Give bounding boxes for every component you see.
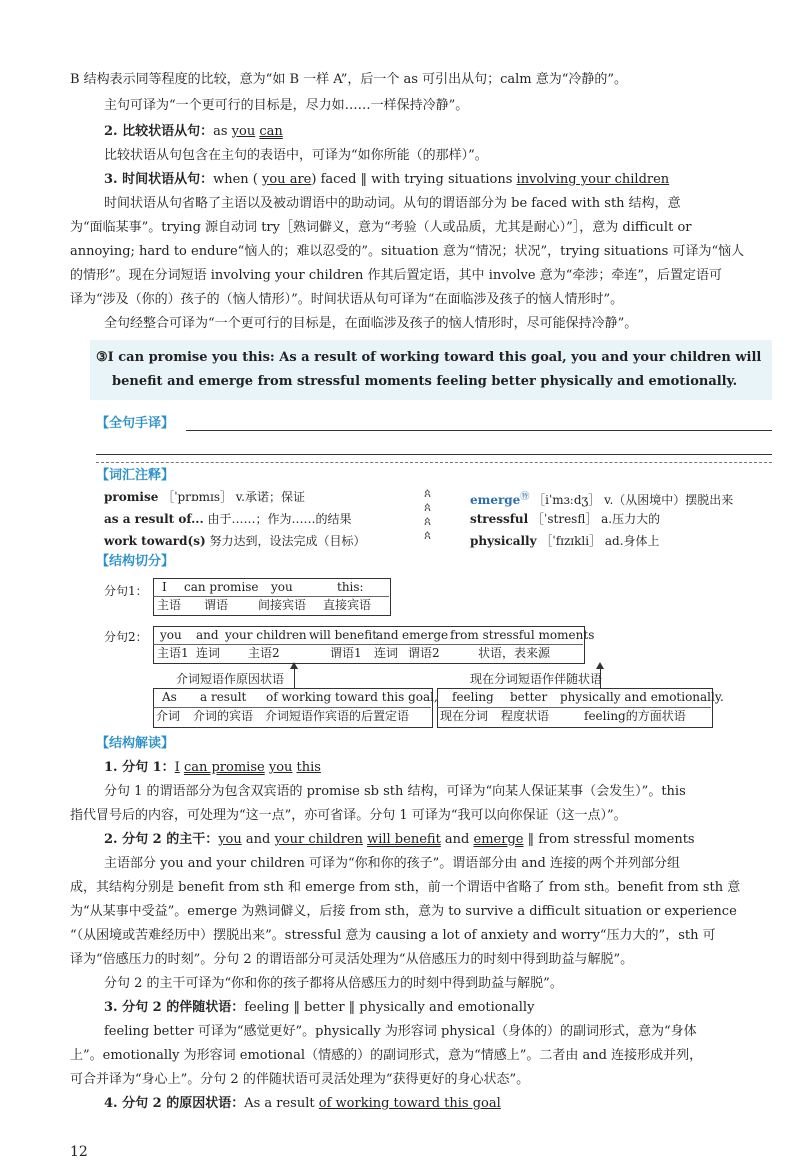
vocab-word: stressful	[470, 512, 529, 526]
vocab-word: as a result of...	[104, 512, 204, 526]
divider	[153, 644, 583, 645]
clause-word: emerge	[402, 628, 449, 642]
text-line: 比较状语从句包含在主句的表语中，可译为“如你所能（的那样）”。	[104, 148, 488, 163]
divider	[96, 462, 772, 463]
clause-word: your children	[225, 628, 307, 642]
underlined-text: this	[296, 760, 321, 775]
phrase-word: of working toward this goal,	[266, 690, 438, 704]
divider	[437, 707, 711, 708]
heading-text: 4. 分句 2 的原因状语：	[104, 1096, 245, 1111]
vocab-item	[470, 490, 733, 508]
analysis-heading	[104, 758, 321, 778]
vocab-item	[470, 534, 660, 549]
underlined-text: your children	[274, 832, 363, 847]
clause-role: 间接宾语	[258, 598, 307, 612]
vocab-word: emerge	[470, 493, 521, 507]
underlined-text: you	[268, 760, 293, 775]
clause-role: 谓语	[204, 598, 229, 612]
answer-line[interactable]	[186, 430, 772, 431]
vocab-def: ［iˈmɜːdʒ］ v.（从困境中）摆脱出来	[533, 493, 734, 507]
text-line: 成，其结构分别是 benefit from sth 和 emerge from sth，前一个谓语中省略了 from sth。benefit from sth 意	[70, 880, 741, 895]
divider-ornament: ጰ ጰ ጰ ጰ	[424, 486, 432, 542]
underlined-text: involving your children	[516, 172, 670, 187]
phrase-word: better	[510, 690, 548, 704]
clause-word: you	[160, 628, 182, 642]
phrase-role: 程度状语	[501, 709, 550, 723]
heading-analysis: 【结构解读】	[96, 736, 175, 751]
sentence-line-1	[96, 348, 761, 368]
connector	[294, 668, 295, 688]
vocab-item	[104, 490, 305, 505]
vocab-def: 由于……；作为……的结果	[207, 512, 352, 526]
phrase-role: feeling的方面状语	[584, 709, 686, 723]
text-line: 的情形”。现在分词短语 involving your children 作其后置定语，其中 involve 意为“牵涉；牵连”，后置定语可	[70, 268, 723, 283]
clause-role: 主语	[157, 598, 182, 612]
underlined-text: you are	[262, 172, 312, 187]
underlined-text: will benefit	[367, 832, 441, 847]
analysis-heading	[104, 830, 695, 850]
underlined-text: you	[218, 832, 242, 847]
sentence-line-2: benefit and emerge from stressful moments feeling better physically and emotionally.	[112, 374, 738, 389]
text-line: feeling better 可译为“感觉更好”。physically 为形容词 physical（身体的）的副词形式，意为“身体	[104, 1024, 697, 1039]
vocab-def: ［ˈstresfl］ a.压力大的	[532, 512, 661, 526]
phrase-label: 介词短语作原因状语	[176, 672, 285, 686]
text-line: 上”。emotionally 为形容词 emotional（情感的）的副词形式，意为“情感上”。二者由 and 连接形成并列，	[70, 1048, 703, 1063]
text-line: 可合并译为“身心上”。分句 2 的伴随状语可灵活处理为“获得更好的身心状态”。	[70, 1072, 530, 1087]
star-badge-icon: ㊕	[520, 492, 530, 502]
underlined-text: emerge	[473, 832, 524, 847]
phrase-role: 介词短语作宾语的后置定语	[265, 709, 410, 723]
text: ) faced ‖ with trying situations	[311, 172, 517, 187]
text: and	[241, 832, 275, 847]
clause-role: 连词	[196, 646, 221, 660]
vocab-word: work toward(s)	[104, 534, 206, 548]
page-number: 12	[70, 1144, 88, 1160]
vocab-item	[104, 534, 365, 549]
phrase-word: As	[162, 690, 177, 704]
vocab-def: 努力达到，设法完成（目标）	[209, 534, 366, 548]
divider	[153, 596, 389, 597]
vocab-word: promise	[104, 490, 159, 504]
text: feeling ‖ better ‖ physically and emotionally	[244, 1000, 535, 1015]
divider	[153, 707, 431, 708]
text-line: 全句经整合可译为“一个更可行的目标是，在面临涉及孩子的恼人情形时，尽可能保持冷静”。	[104, 316, 638, 331]
heading-text: 2. 比较状语从句：	[104, 124, 214, 139]
analysis-heading	[104, 1094, 501, 1114]
phrase-word: physically and emotionally.	[560, 690, 724, 704]
clause-word: from stressful moments	[450, 628, 595, 642]
clause-word: and	[376, 628, 399, 642]
text-line: 为“从某事中受益”。emerge 为熟词僻义，后接 from sth，意为 to survive a difficult situation or experience	[70, 904, 737, 919]
clause-role: 谓语1	[330, 646, 362, 660]
section-heading	[104, 170, 669, 190]
text-line: 分句 1 的谓语部分为包含双宾语的 promise sb sth 结构，可译为“向某人保证某事（会发生）”。this	[104, 784, 686, 799]
text-line: 主句可译为“一个更可行的目标是，尽力如……一样保持冷静”。	[104, 98, 469, 113]
phrase-role: 介词	[156, 709, 181, 723]
text: when (	[213, 172, 263, 187]
text-line: B 结构表示同等程度的比较，意为“如 B 一样 A”，后一个 as 可引出从句；calm 意为“冷静的”。	[70, 72, 628, 87]
vocab-def: ［ˈfɪzɪkli］ ad.身体上	[540, 534, 660, 548]
text: ‖ from stressful moments	[523, 832, 695, 847]
phrase-role: 现在分词	[440, 709, 489, 723]
vocab-item	[104, 512, 352, 527]
text: As a result	[244, 1096, 319, 1111]
text-line: “（从困境或苦难经历中）摆脱出来”。stressful 意为 causing a lot of anxiety and worry“压力大的”，sth 可	[70, 928, 716, 943]
clause-word: you	[271, 580, 293, 594]
sentence-text: I can promise you this: As a result of working toward this goal, you and your children will	[107, 350, 762, 365]
analysis-heading	[104, 998, 534, 1018]
text-line: annoying; hard to endure“恼人的；难以忍受的”。situation 意为“情况；状况”，trying situations 可译为“恼人	[70, 244, 745, 259]
clause-role: 谓语2	[408, 646, 440, 660]
heading-text: 2. 分句 2 的主干：	[104, 832, 219, 847]
clause-word: can promise	[184, 580, 259, 594]
heading-translate: 【全句手译】	[96, 416, 175, 431]
heading-vocab: 【词汇注释】	[96, 468, 175, 483]
text-line: 为“面临某事”。trying 源自动词 try［熟词僻义，意为“考验（人或品质，尤其是耐心）”］，意为 difficult or	[70, 220, 692, 235]
sentence-number: ③	[96, 350, 108, 365]
text-line: 指代冒号后的内容，可处理为“这一点”，亦可省译。分句 1 可译为“我可以向你保证（这一点）”。	[70, 808, 627, 823]
underlined-text: I	[174, 760, 180, 775]
text-line: 时间状语从句省略了主语以及被动谓语中的助动词。从句的谓语部分为 be faced with sth 结构，意	[104, 196, 681, 211]
clause-role: 状语，表来源	[478, 646, 551, 660]
clause-word: and	[196, 628, 219, 642]
phrase-label: 现在分词短语作伴随状语	[470, 672, 603, 686]
phrase-word: feeling	[452, 690, 494, 704]
clause-role: 主语1	[157, 646, 189, 660]
underlined-text: can promise	[183, 760, 265, 775]
text: as	[213, 124, 232, 139]
text-line: 译为“涉及（你的）孩子的（恼人情形）”。时间状语从句可译为“在面临涉及孩子的恼人情形时”。	[70, 292, 624, 307]
clause-word: I	[162, 580, 167, 594]
clause-role: 连词	[374, 646, 399, 660]
text-line: 译为“倍感压力的时刻”。分句 2 的谓语部分可灵活处理为“从倍感压力的时刻中得到助益与解脱”。	[70, 952, 634, 967]
heading-structure: 【结构切分】	[96, 554, 175, 569]
vocab-word: physically	[470, 534, 537, 548]
clause-role: 直接宾语	[323, 598, 372, 612]
clause-label: 分句1：	[104, 584, 148, 598]
heading-text: 3. 时间状语从句：	[104, 172, 214, 187]
underlined-text: can	[259, 124, 283, 139]
vocab-def: ［ˈprɒmɪs］ v.承诺；保证	[162, 490, 305, 504]
heading-text: 1. 分句 1：	[104, 760, 175, 775]
text-line: 分句 2 的主干可译为“你和你的孩子都将从倍感压力的时刻中得到助益与解脱”。	[104, 976, 563, 991]
clause-label: 分句2：	[104, 630, 148, 644]
vocab-item	[470, 512, 660, 527]
text-line: 主语部分 you and your children 可译为“你和你的孩子”。谓语部分由 and 连接的两个并列部分组	[104, 856, 680, 871]
clause-word: this:	[337, 580, 364, 594]
phrase-word: a result	[200, 690, 247, 704]
clause-word: will benefit	[309, 628, 378, 642]
answer-line[interactable]	[96, 454, 772, 455]
section-heading	[104, 122, 283, 142]
underlined-text: of working toward this goal	[318, 1096, 501, 1111]
phrase-role: 介词的宾语	[193, 709, 254, 723]
text: and	[440, 832, 474, 847]
clause-role: 主语2	[248, 646, 280, 660]
underlined-text: you	[231, 124, 256, 139]
heading-text: 3. 分句 2 的伴随状语：	[104, 1000, 245, 1015]
